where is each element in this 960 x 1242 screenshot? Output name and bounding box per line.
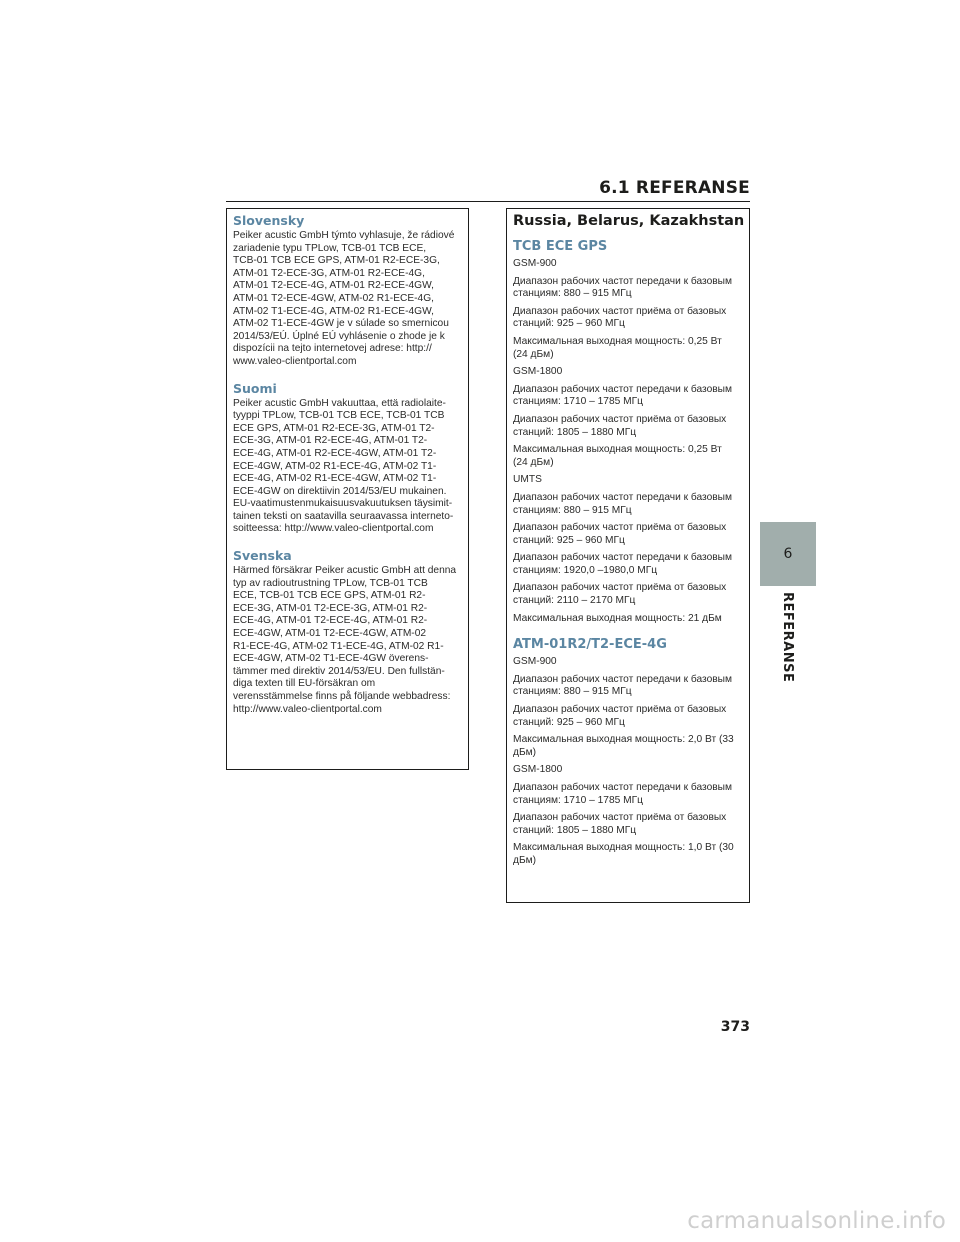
spec-item [513,276,743,301]
declaration-line: ECE-3G, ATM-01 T2-ECE-3G, ATM-01 R2- [233,602,428,614]
declaration-line: 2014/53/EÚ. Úplné EÚ vyhlásenie o zhode je k [233,330,445,342]
chapter-number: 6 [783,546,793,562]
spec-item [513,552,743,577]
declaration-line: www.valeo-clientportal.com [233,355,357,367]
declaration-line: ECE-4G, ATM-02 R1-ECE-4GW, ATM-02 T1- [233,473,437,485]
spec-item [513,306,743,331]
declaration-paragraph [233,230,462,369]
spec-item [513,492,743,517]
spec-item [513,366,743,379]
declaration-line: ECE-4GW, ATM-02 R1-ECE-4G, ATM-02 T1- [233,460,437,472]
spec-item [513,704,743,729]
spec-item [513,336,743,361]
spec-line: Максимальная выходная мощность: 0,25 Вт [513,335,722,347]
spec-line: Диапазон рабочих частот приёма от базовых [513,812,727,824]
spec-line: Диапазон рабочих частот приёма от базовых [513,413,727,425]
spec-item [513,444,743,469]
declaration-line: R1-ECE-4G, ATM-02 T1-ECE-4G, ATM-02 R1- [233,640,444,652]
spec-line: Диапазон рабочих частот передачи к базовым [513,552,732,564]
spec-item [513,764,743,777]
spec-item [513,613,743,626]
declaration-paragraph [233,398,462,537]
declaration-line: Härmed försäkrar Peiker acustic GmbH att denna [233,565,457,577]
declaration-line: http://www.valeo-clientportal.com [233,703,382,715]
spec-item [513,258,743,271]
declaration-line: ECE-4GW, ATM-01 T2-ECE-4GW, ATM-02 [233,628,427,640]
declaration-line: soitteessa: http://www.valeo-clientportal.com [233,523,434,535]
declaration-line: diga texten till EU-försäkran om [233,678,376,690]
spec-line: UMTS [513,474,542,486]
spec-line: станций: 1805 – 1880 МГц [513,824,637,836]
spec-item [513,734,743,759]
spec-item [513,842,743,867]
declaration-line: ECE-4G, ATM-01 R2-ECE-4GW, ATM-01 T2- [233,447,437,459]
spec-item [513,384,743,409]
declaration-line: tämmer med direktiv 2014/53/EU. Den fullstän- [233,665,445,677]
spec-line: Максимальная выходная мощность: 21 дБм [513,612,722,624]
header-rule [226,201,750,202]
declaration-box-ru [506,208,750,903]
spec-line: GSM-900 [513,258,557,269]
language-heading: Suomi [233,380,277,396]
spec-line: Диапазон рабочих частот передачи к базовым [513,383,732,395]
spec-item [513,782,743,807]
declaration-line: EU-vaatimustenmukaisuusvakuutuksen täysimit- [233,498,453,510]
spec-item [513,474,743,487]
declaration-line: zariadenie typu TPLow, TCB-01 TCB ECE, [233,242,427,254]
chapter-label: REFERANSE [780,592,795,683]
spec-line: Диапазон рабочих частот передачи к базовым [513,275,732,287]
spec-line: Диапазон рабочих частот приёма от базовых [513,305,727,317]
spec-line: Диапазон рабочих частот приёма от базовых [513,582,727,594]
spec-line: станций: 2110 – 2170 МГц [513,595,636,607]
spec-line: Максимальная выходная мощность: 2,0 Вт (33 [513,734,734,746]
spec-item [513,414,743,439]
declaration-line: tyyppi TPLow, TCB-01 TCB ECE, TCB-01 TCB [233,410,445,422]
declaration-box-eu [226,208,469,770]
spec-line: (24 дБм) [513,456,554,468]
declaration-line: ECE-4G, ATM-01 T2-ECE-4G, ATM-01 R2- [233,615,428,627]
spec-line: Максимальная выходная мощность: 1,0 Вт (30 [513,842,734,854]
spec-item [513,812,743,837]
declaration-line: Peiker acustic GmbH vakuuttaa, että radiolaite- [233,397,446,409]
eu-declarations [233,213,462,716]
spec-line: Диапазон рабочих частот приёма от базовых [513,522,727,534]
spec-line: дБм) [513,746,537,758]
spec-line: станциям: 1710 – 1785 МГц [513,794,643,806]
declaration-paragraph [233,565,462,716]
language-heading: Svenska [233,548,292,564]
spec-line: станциям: 880 – 915 МГц [513,288,632,300]
spec-line: дБм) [513,854,537,866]
region-title: Russia, Belarus, Kazakhstan [513,213,745,229]
spec-item [513,674,743,699]
spec-line: Диапазон рабочих частот передачи к базовым [513,782,732,793]
declaration-line: ECE GPS, ATM-01 R2-ECE-3G, ATM-01 T2- [233,422,435,434]
declaration-line: Peiker acustic GmbH týmto vyhlasuje, že rádiové [233,230,455,241]
chapter-tab[interactable] [760,522,816,586]
spec-item [513,582,743,607]
declaration-line: typ av radioutrustning TPLow, TCB-01 TCB [233,577,428,589]
page-header-title: 6.1 REFERANSE [599,178,750,198]
watermark: carmanualsonline.info [687,1208,946,1234]
language-heading: Slovensky [233,213,305,228]
declaration-line: ATM-01 T2-ECE-3G, ATM-01 R2-ECE-4G, [233,267,425,279]
spec-line: Диапазон рабочих частот передачи к базовым [513,673,732,685]
spec-line: станций: 1805 – 1880 МГц [513,426,637,438]
declaration-line: ATM-02 T1-ECE-4GW je v súlade so smernicou [233,318,449,330]
spec-line: (24 дБм) [513,348,554,360]
declaration-line: TCB-01 TCB ECE GPS, ATM-01 R2-ECE-3G, [233,255,440,267]
spec-line: станций: 925 – 960 МГц [513,716,625,728]
spec-line: станциям: 880 – 915 МГц [513,686,632,698]
spec-line: Диапазон рабочих частот приёма от базовых [513,704,727,716]
spec-line: Максимальная выходная мощность: 0,25 Вт [513,444,722,456]
declaration-line: verensstämmelse finns på följande webbadress: [233,691,451,702]
declaration-line: ATM-01 T2-ECE-4GW, ATM-02 R1-ECE-4G, [233,292,434,304]
module-heading: TCB ECE GPS [513,239,608,254]
spec-line: станциям: 880 – 915 МГц [513,504,632,516]
spec-line: станциям: 1920,0 –1980,0 МГц [513,564,658,576]
spec-line: Диапазон рабочих частот передачи к базовым [513,491,732,503]
declaration-line: ECE-4GW, ATM-02 T1-ECE-4GW överens- [233,653,429,665]
spec-line: GSM-1800 [513,764,563,776]
spec-line: станций: 925 – 960 МГц [513,318,625,330]
declaration-line: ATM-02 T1-ECE-4G, ATM-02 R1-ECE-4GW, [233,305,434,317]
spec-line: GSM-1800 [513,366,563,378]
spec-line: станций: 925 – 960 МГц [513,534,625,546]
declaration-line: tainen teksti on saatavilla seuraavassa interneto- [233,510,454,522]
declaration-line: ECE, TCB-01 TCB ECE GPS, ATM-01 R2- [233,590,426,602]
spec-item [513,522,743,547]
declaration-line: ECE-3G, ATM-01 R2-ECE-4G, ATM-01 T2- [233,435,428,447]
module-heading: ATM-01R2/T2-ECE-4G [513,637,667,653]
page-number: 373 [720,1019,750,1035]
declaration-line: dispozícii na tejto internetovej adrese: http:// [233,343,432,355]
spec-line: станциям: 1710 – 1785 МГц [513,396,643,408]
declaration-line: ATM-01 T2-ECE-4G, ATM-01 R2-ECE-4GW, [233,280,434,292]
declaration-line: ECE-4GW on direktiivin 2014/53/EU mukainen. [233,485,447,497]
ru-specifications [513,239,743,868]
spec-line: GSM-900 [513,656,557,668]
spec-item [513,656,743,669]
